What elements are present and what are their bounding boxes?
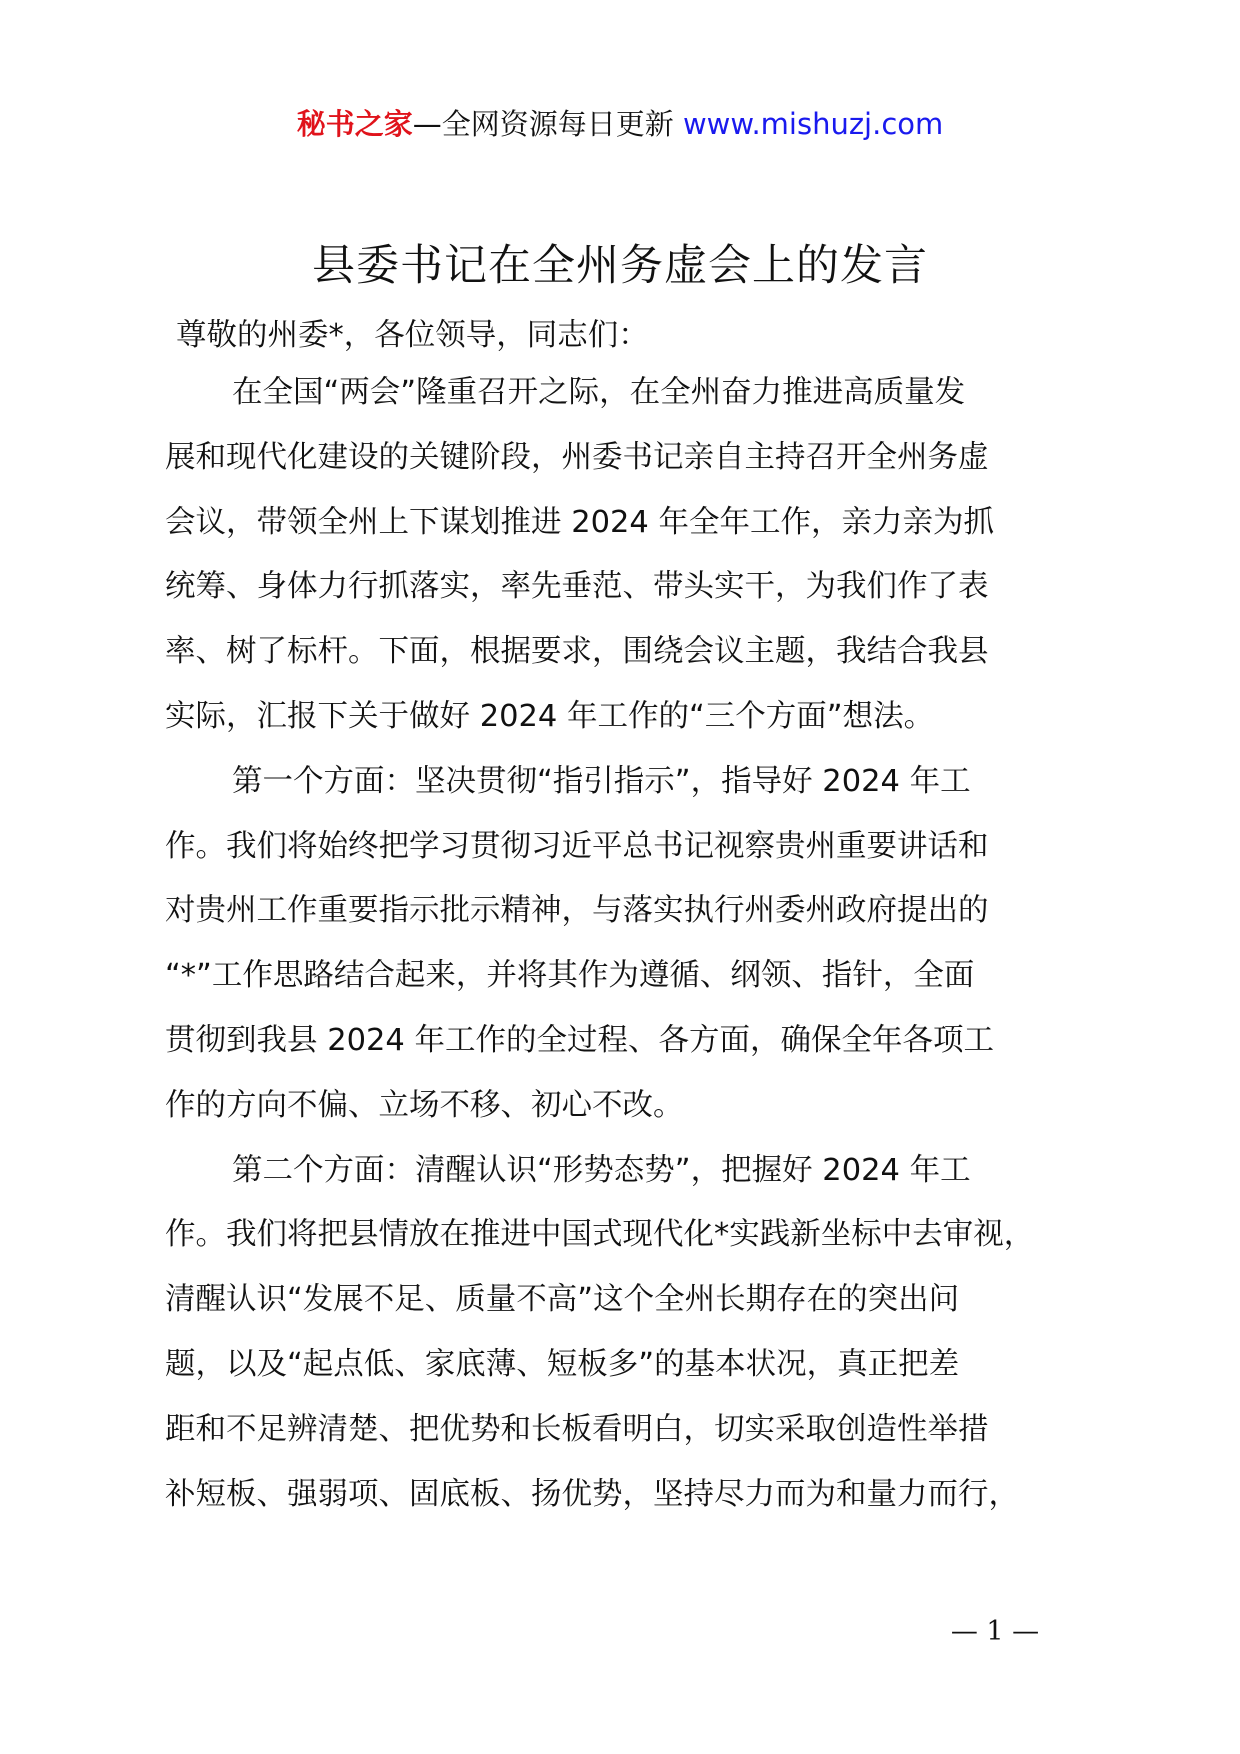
text-line: 率、树了标杆。下面，根据要求，围绕会议主题，我结合我县 [165,634,989,670]
text-line: 第一个方面：坚决贯彻“指引指示”，指导好 2024 年工 [232,763,971,799]
text-line: 补短板、强弱项、固底板、扬优势，坚持尽力而为和量力而行， [165,1476,1019,1512]
site-url-link[interactable]: www.mishuzj.com [682,107,944,141]
text-line: 清醒认识“发展不足、质量不高”这个全州长期存在的突出问 [165,1282,960,1318]
text-line: 作的方向不偏、立场不移、初心不改。 [165,1087,684,1123]
text-line: 题，以及“起点低、家底薄、短板多”的基本状况，真正把差 [165,1346,960,1382]
site-slogan: —全网资源每日更新 [412,107,683,141]
paragraph-3 [165,1139,1110,1528]
text-line: 第二个方面：清醒认识“形势态势”，把握好 2024 年工 [232,1152,971,1188]
text-line: 作。我们将始终把学习贯彻习近平总书记视察贵州重要讲话和 [165,828,989,864]
site-header [0,98,1240,150]
text-line: 实际，汇报下关于做好 2024 年工作的“三个方面”想法。 [165,698,935,734]
text-line: “*”工作思路结合起来，并将其作为遵循、纲领、指针，全面 [165,958,975,994]
site-brand: 秘书之家 [296,107,413,141]
page-number: — 1 — [950,1616,1040,1647]
text-line: 对贵州工作重要指示批示精神，与落实执行州委州政府提出的 [165,893,989,929]
paragraph-2 [165,750,1110,1139]
text-line: 距和不足辨清楚、把优势和长板看明白，切实采取创造性举措 [165,1411,989,1447]
text-line: 展和现代化建设的关键阶段，州委书记亲自主持召开全州务虚 [165,439,989,475]
document-title: 县委书记在全州务虚会上的发言 [312,241,928,291]
text-line: 会议，带领全州上下谋划推进 2024 年全年工作，亲力亲为抓 [165,504,995,540]
paragraph-1 [165,361,1110,750]
text-line: 在全国“两会”隆重召开之际，在全州奋力推进高质量发 [232,375,966,410]
document-body [165,311,1110,1527]
text-line: 统筹、身体力行抓落实，率先垂范、带头实干，为我们作了表 [165,569,989,605]
text-line: 作。我们将把县情放在推进中国式现代化*实践新坐标中去审视， [165,1217,1035,1253]
text-line: 贯彻到我县 2024 年工作的全过程、各方面，确保全年各项工 [165,1022,995,1058]
salutation: 尊敬的州委*，各位领导，同志们： [176,318,649,353]
